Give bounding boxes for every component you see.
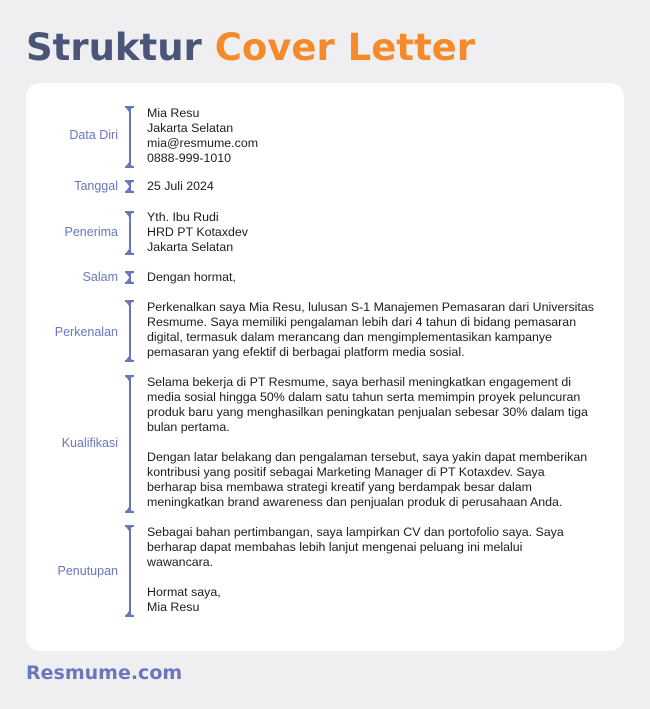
content-line: pemasaran yang efektif di berbagai platform media sosial.: [147, 345, 465, 359]
content-line: Sebagai bahan pertimbangan, saya lampirkan CV dan portofolio saya. Saya: [147, 525, 564, 539]
section-content-perkenalan: [147, 300, 609, 360]
section-penutupan: [26, 525, 624, 617]
content-line: berharap dapat membahas lebih lanjut mengenai peluang ini melalui: [147, 540, 523, 554]
section-label-perkenalan: Perkenalan: [54, 325, 118, 339]
content-line: 0888-999-1010: [147, 151, 232, 165]
section-label-kualifikasi: Kualifikasi: [61, 436, 118, 450]
section-tanggal: [26, 179, 624, 194]
section-content-tanggal: [147, 179, 609, 194]
section-label-penerima: Penerima: [64, 225, 118, 239]
content-line: Jakarta Selatan: [147, 240, 234, 254]
section-salam: [26, 270, 624, 285]
content-line: mia@resmume.com: [147, 136, 259, 150]
content-line: Mia Resu: [147, 600, 200, 614]
bracket-icon: [125, 375, 134, 513]
page-title: [26, 22, 475, 74]
content-line: HRD PT Kotaxdev: [147, 225, 249, 239]
content-line: 25 Juli 2024: [147, 179, 214, 193]
bracket-icon: [125, 525, 134, 617]
section-label-tanggal: Tanggal: [74, 179, 118, 193]
section-label-data-diri: Data Diri: [69, 128, 118, 142]
content-line: meningkatkan brand awareness dan penjualan produk di perusahaan Anda.: [147, 495, 563, 509]
section-penerima: [26, 210, 624, 255]
content-line: bulan pertama.: [147, 420, 230, 434]
content-line: Resmume. Saya memiliki pengalaman lebih dari 4 tahun di bidang pemasaran: [147, 315, 577, 329]
section-data-diri: [26, 106, 624, 168]
content-line: Perkenalkan saya Mia Resu, lulusan S-1 Manajemen Pemasaran dari Universitas: [147, 300, 594, 314]
content-line: berharap bisa membawa strategi kreatif yang berdampak besar dalam: [147, 480, 532, 494]
content-line: produk baru yang menghasilkan peningkatan penjualan sebesar 30% dalam tiga: [147, 405, 588, 419]
content-line: Yth. Ibu Rudi: [147, 210, 219, 224]
section-kualifikasi: [26, 375, 624, 513]
section-label-salam: Salam: [82, 270, 118, 284]
brand-footer: Resmume.com: [26, 662, 183, 684]
section-content-penutupan: [147, 525, 609, 615]
content-line: Dengan hormat,: [147, 270, 236, 284]
bracket-icon: [125, 180, 134, 193]
content-line: Jakarta Selatan: [147, 121, 234, 135]
section-perkenalan: [26, 300, 624, 362]
title-part-cover-letter: Cover Letter: [214, 26, 476, 69]
section-content-penerima: [147, 210, 609, 255]
title-part-struktur: Struktur: [26, 26, 202, 69]
content-line: Selama bekerja di PT Resmume, saya berhasil meningkatkan engagement di: [147, 375, 572, 389]
bracket-icon: [125, 271, 134, 284]
content-line: Hormat saya,: [147, 585, 221, 599]
content-line: digital, termasuk dalam merancang dan mengimplementasikan kampanye: [147, 330, 552, 344]
content-line: wawancara.: [147, 555, 214, 569]
content-line: Dengan latar belakang dan pengalaman tersebut, saya yakin dapat memberikan: [147, 450, 588, 464]
section-content-data-diri: [147, 106, 609, 166]
cover-letter-card: [26, 83, 624, 651]
section-label-penutupan: Penutupan: [57, 564, 118, 578]
bracket-icon: [125, 106, 134, 168]
content-line: Mia Resu: [147, 106, 200, 120]
content-line: kontribusi yang positif sebagai Marketing Manager di PT Kotaxdev. Saya: [147, 465, 545, 479]
section-content-salam: [147, 270, 609, 285]
bracket-icon: [125, 300, 134, 362]
section-content-kualifikasi: [147, 375, 609, 510]
content-line: media sosial hingga 50% dalam satu tahun serta memimpin proyek peluncuran: [147, 390, 581, 404]
bracket-icon: [125, 211, 134, 255]
